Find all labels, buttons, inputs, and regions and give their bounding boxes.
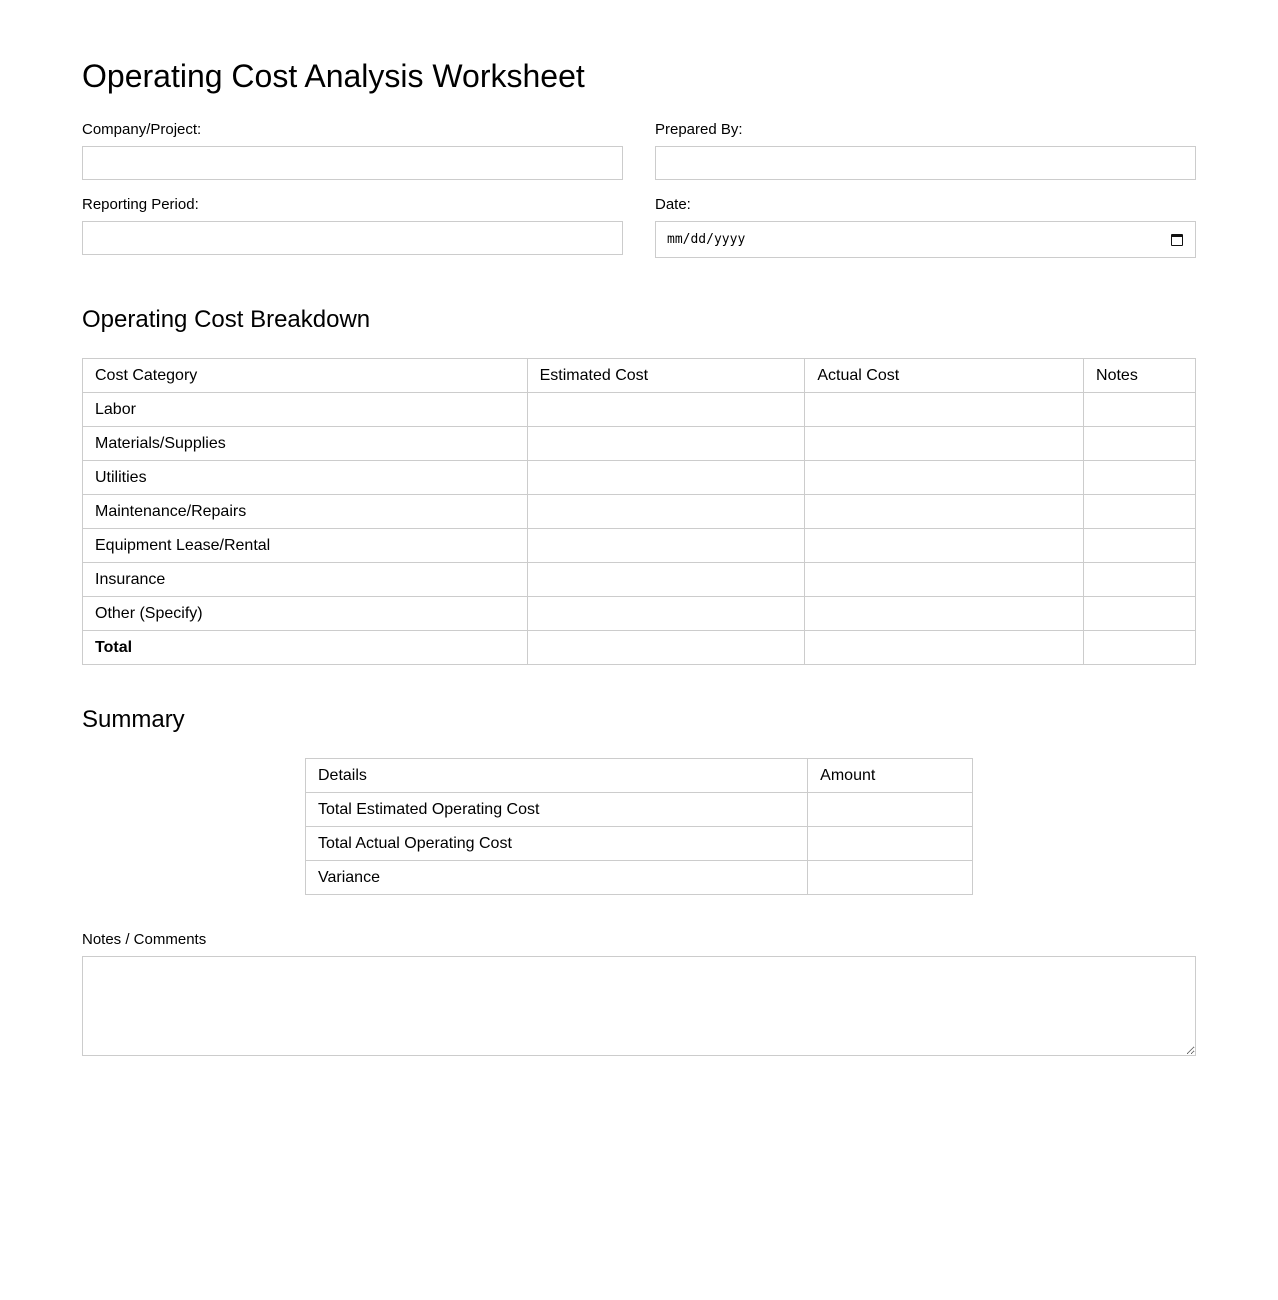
actual-cell[interactable] xyxy=(805,529,1084,563)
calendar-icon[interactable] xyxy=(1171,234,1183,246)
table-header-row xyxy=(83,359,1196,393)
company-project-label: Company/Project: xyxy=(82,121,202,138)
breakdown-heading: Operating Cost Breakdown xyxy=(82,306,371,333)
actual-cell[interactable] xyxy=(805,461,1084,495)
total-estimated-cell[interactable] xyxy=(527,631,805,665)
prepared-by-label: Prepared By: xyxy=(655,121,743,138)
breakdown-table xyxy=(82,358,1196,665)
table-row xyxy=(83,427,1196,461)
total-row xyxy=(83,631,1196,665)
category-cell: Labor xyxy=(83,393,528,427)
notes-cell[interactable] xyxy=(1084,529,1196,563)
company-project-input[interactable] xyxy=(82,146,623,180)
category-cell: Utilities xyxy=(83,461,528,495)
total-actual-cell[interactable] xyxy=(805,631,1084,665)
page-title: Operating Cost Analysis Worksheet xyxy=(82,58,585,94)
column-header: Details xyxy=(306,759,808,793)
category-cell: Equipment Lease/Rental xyxy=(83,529,528,563)
reporting-period-input[interactable] xyxy=(82,221,623,255)
category-cell: Insurance xyxy=(83,563,528,597)
table-row xyxy=(83,529,1196,563)
date-input[interactable] xyxy=(655,221,1196,258)
notes-cell[interactable] xyxy=(1084,461,1196,495)
table-row xyxy=(83,495,1196,529)
notes-cell[interactable] xyxy=(1084,393,1196,427)
detail-cell: Variance xyxy=(306,861,808,895)
column-header: Amount xyxy=(808,759,973,793)
actual-cell[interactable] xyxy=(805,393,1084,427)
notes-cell[interactable] xyxy=(1084,597,1196,631)
column-header: Cost Category xyxy=(83,359,528,393)
actual-cell[interactable] xyxy=(805,597,1084,631)
notes-cell[interactable] xyxy=(1084,495,1196,529)
table-row xyxy=(306,827,973,861)
table-row xyxy=(83,563,1196,597)
date-placeholder: mm/dd/yyyy xyxy=(667,232,746,247)
table-row xyxy=(83,393,1196,427)
table-row xyxy=(83,461,1196,495)
notes-cell[interactable] xyxy=(1084,427,1196,461)
column-header: Actual Cost xyxy=(805,359,1084,393)
estimated-cell[interactable] xyxy=(527,393,805,427)
category-cell: Materials/Supplies xyxy=(83,427,528,461)
table-row xyxy=(83,597,1196,631)
estimated-cell[interactable] xyxy=(527,563,805,597)
notes-cell[interactable] xyxy=(1084,563,1196,597)
estimated-cell[interactable] xyxy=(527,495,805,529)
prepared-by-input[interactable] xyxy=(655,146,1196,180)
table-header-row xyxy=(306,759,973,793)
total-notes-cell[interactable] xyxy=(1084,631,1196,665)
estimated-cell[interactable] xyxy=(527,529,805,563)
amount-cell[interactable] xyxy=(808,793,973,827)
estimated-cell[interactable] xyxy=(527,597,805,631)
total-label-cell: Total xyxy=(83,631,528,665)
amount-cell[interactable] xyxy=(808,827,973,861)
summary-table xyxy=(305,758,973,895)
detail-cell: Total Estimated Operating Cost xyxy=(306,793,808,827)
reporting-period-label: Reporting Period: xyxy=(82,196,199,213)
notes-comments-textarea[interactable] xyxy=(82,956,1196,1056)
column-header: Notes xyxy=(1084,359,1196,393)
estimated-cell[interactable] xyxy=(527,461,805,495)
actual-cell[interactable] xyxy=(805,563,1084,597)
actual-cell[interactable] xyxy=(805,427,1084,461)
category-cell: Other (Specify) xyxy=(83,597,528,631)
amount-cell[interactable] xyxy=(808,861,973,895)
table-row xyxy=(306,793,973,827)
column-header: Estimated Cost xyxy=(527,359,805,393)
actual-cell[interactable] xyxy=(805,495,1084,529)
table-row xyxy=(306,861,973,895)
estimated-cell[interactable] xyxy=(527,427,805,461)
category-cell: Maintenance/Repairs xyxy=(83,495,528,529)
date-label: Date: xyxy=(655,196,691,213)
notes-comments-label: Notes / Comments xyxy=(82,931,207,948)
summary-heading: Summary xyxy=(82,706,185,733)
detail-cell: Total Actual Operating Cost xyxy=(306,827,808,861)
